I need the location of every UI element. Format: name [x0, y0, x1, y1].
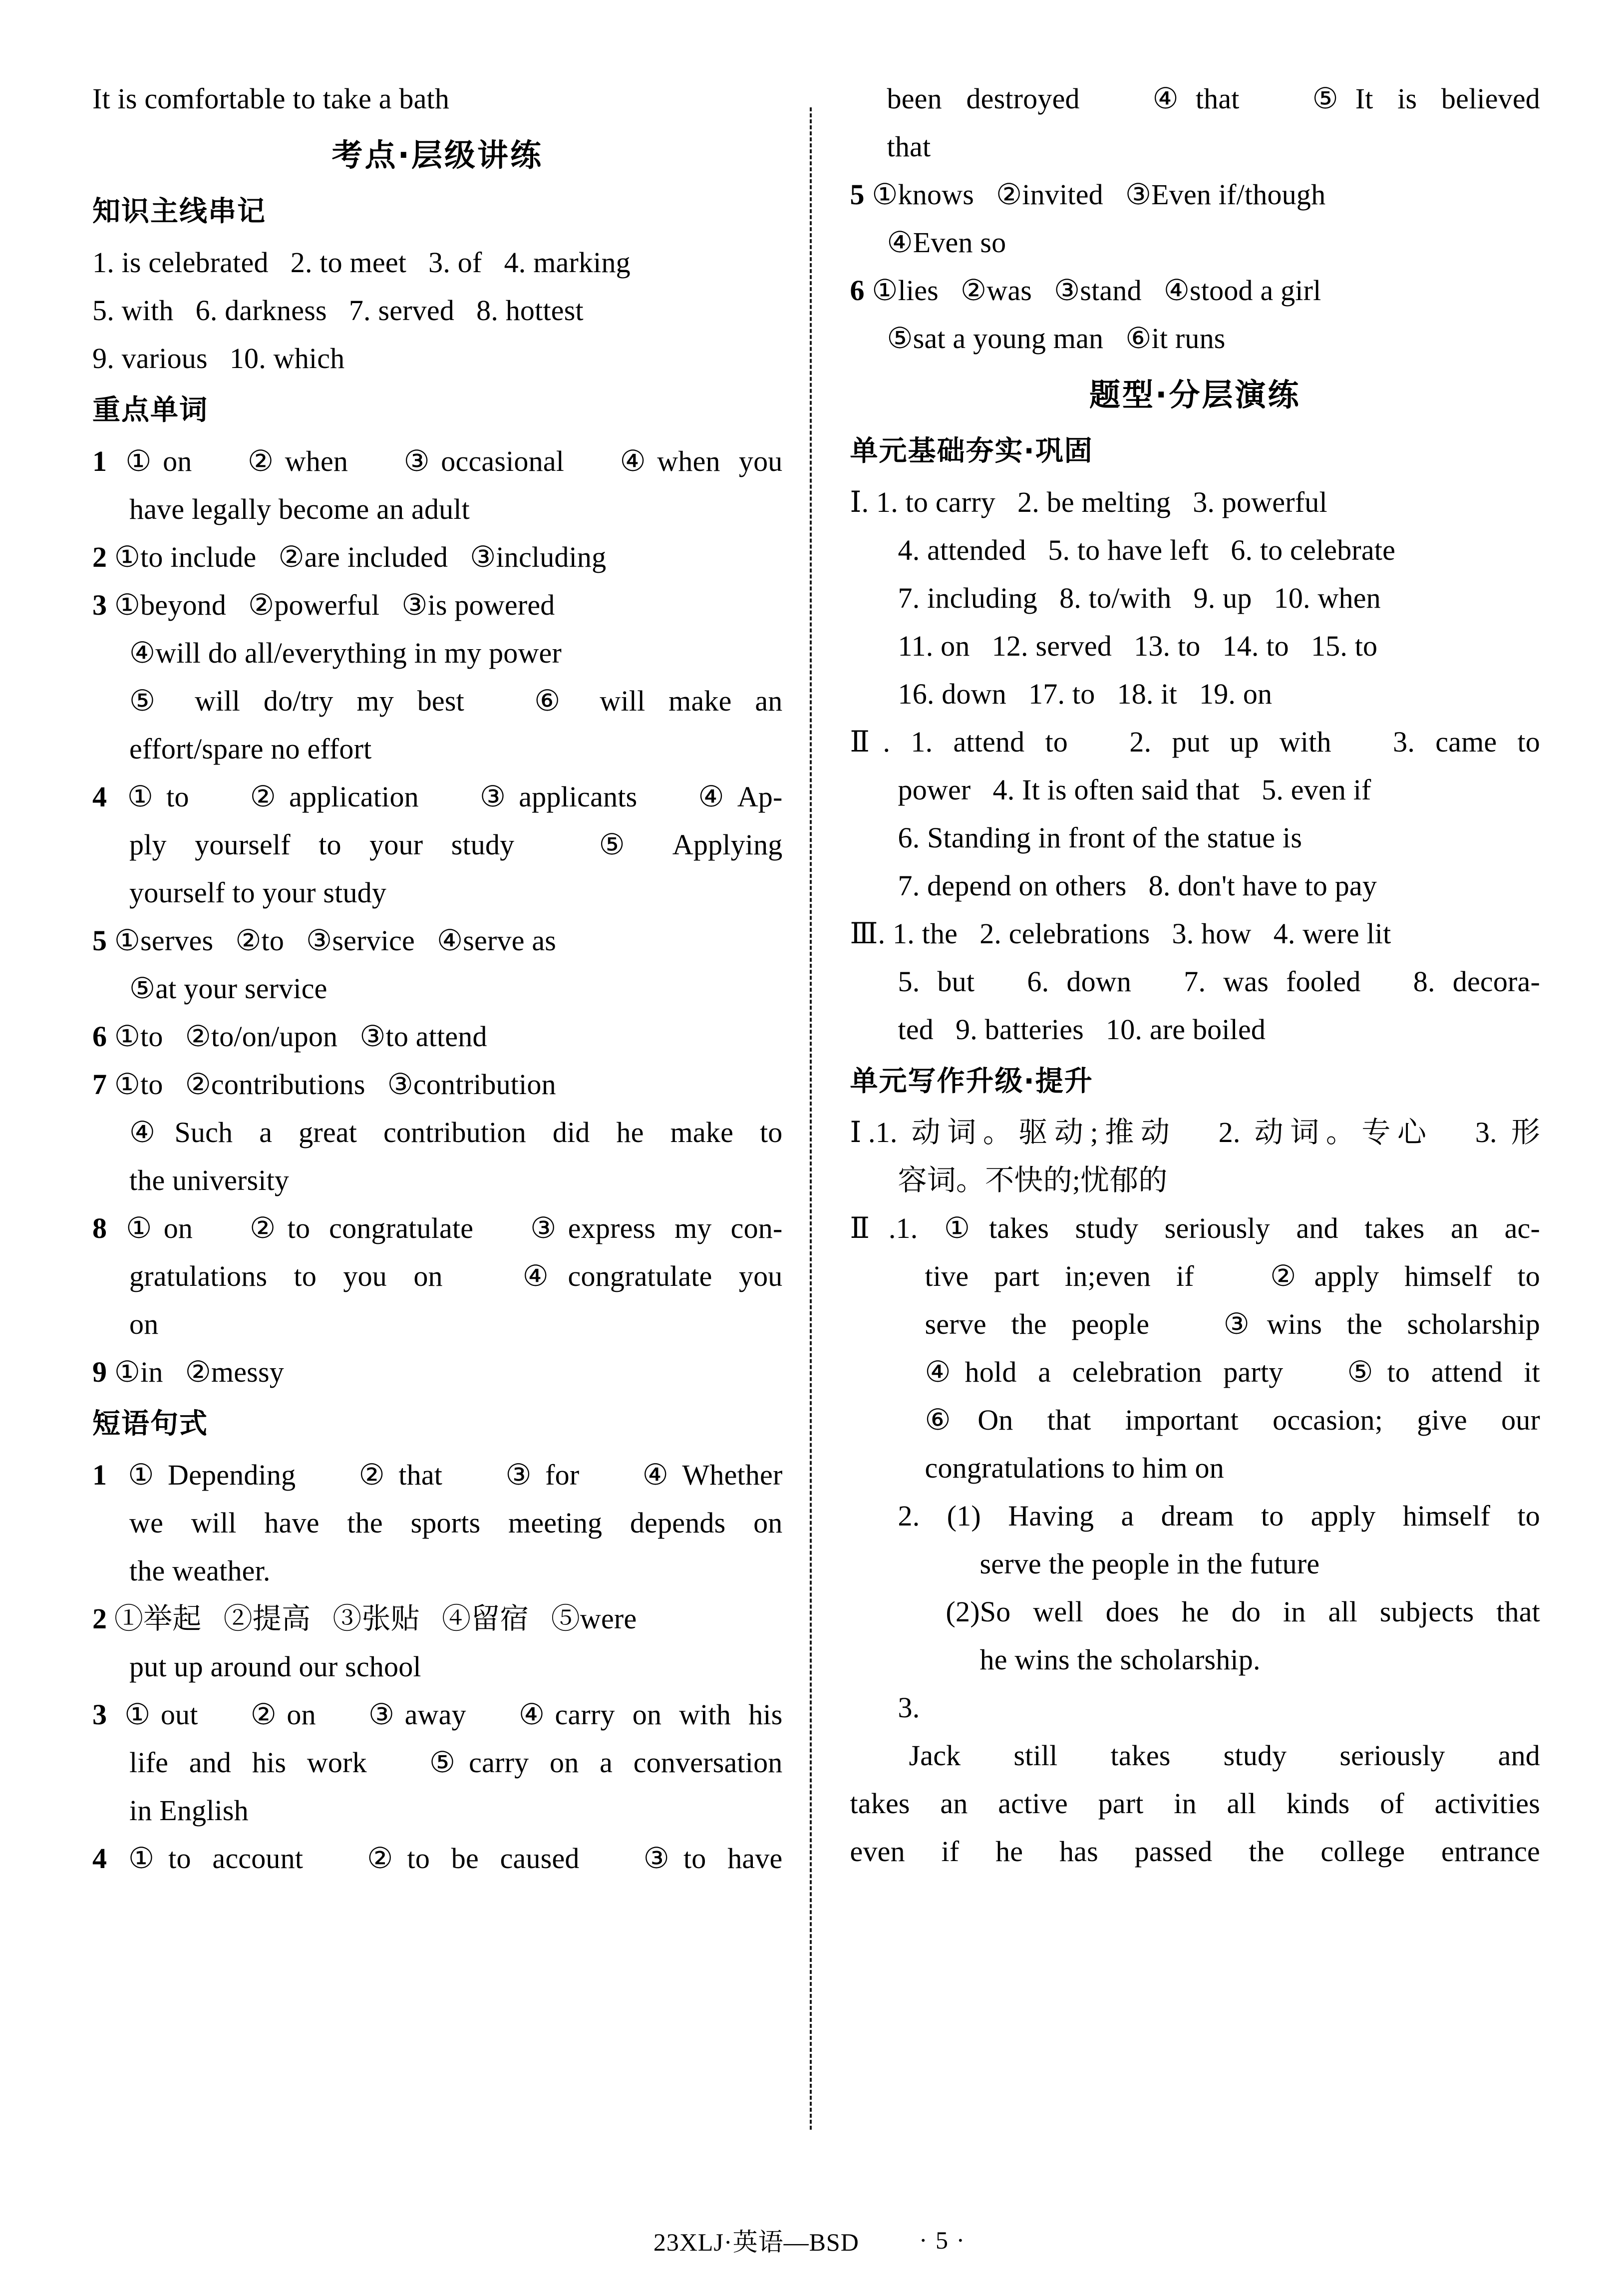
item-text: ①out ②on ③away ④carry on with his	[124, 1698, 783, 1731]
answer-item-cont: ⑤sat a young man ⑥it runs	[887, 322, 1226, 355]
answer-line: 1. is celebrated 2. to meet 3. of 4. marking	[92, 246, 631, 279]
section-heading-tixing: 题型·分层演练	[1089, 377, 1301, 413]
answer-item-cont: ④Even so	[887, 226, 1006, 259]
answer-group-cont: 11. on 12. served 13. to 14. to 15. to	[898, 630, 1378, 662]
answer-group-cont: congratulations to him on	[925, 1452, 1224, 1484]
subsection-heading-xiezuo: 单元写作升级·提升	[850, 1065, 1093, 1098]
item-number: 5	[92, 924, 107, 957]
item-number: 8	[92, 1212, 107, 1244]
answer-item-cont: the university	[129, 1164, 290, 1196]
answer-group	[850, 1204, 1541, 1252]
answer-group	[850, 1109, 1541, 1156]
roman-numeral: Ⅰ.	[850, 486, 869, 518]
answer-item-cont: been destroyed ④that ⑤It is believed	[887, 82, 1540, 115]
answer-item-cont: ⑤ will do/try my best ⑥ will make an	[129, 685, 783, 717]
answer-item-cont: ④Such a great contribution did he make to	[129, 1116, 783, 1148]
answer-subitem-cont: takes an active part in all kinds of activities	[850, 1787, 1540, 1820]
answer-group-cont: 4. attended 5. to have left 6. to celebrate	[898, 534, 1396, 566]
subsection-heading-jichu: 单元基础夯实·巩固	[850, 435, 1093, 467]
section-heading-kaodian: 考点·层级讲练	[331, 137, 544, 173]
answer-item-cont: on	[129, 1308, 159, 1340]
answer-item-cont: ply yourself to your study ⑤ Applying	[129, 828, 783, 861]
item-number: 9	[92, 1356, 107, 1388]
item-text: ①lies ②was ③stand ④stood a girl	[872, 274, 1321, 307]
answer-group-cont: 7. including 8. to/with 9. up 10. when	[898, 582, 1381, 614]
item-text: ①Depending ②that ③for ④Whether	[128, 1459, 783, 1491]
two-column-layout	[92, 75, 1540, 2162]
answer-item-cont: put up around our school	[129, 1650, 421, 1683]
item-text: ①to account ②to be caused ③to have	[128, 1842, 783, 1875]
roman-numeral: Ⅱ.	[850, 726, 891, 758]
answer-group-cont: power 4. It is often said that 5. even if	[898, 773, 1371, 806]
answer-group	[850, 478, 1541, 526]
subsection-heading-zhishi: 知识主线串记	[92, 195, 266, 228]
footer-label: 23XLJ·英语—BSD	[653, 2228, 859, 2256]
answer-group	[850, 910, 1541, 958]
item-text: ①to include ②are included ③including	[114, 541, 607, 573]
item-number: 6	[92, 1020, 107, 1053]
answer-group-cont: tive part in;even if ②apply himself to	[925, 1260, 1540, 1292]
item-text: ①knows ②invited ③Even if/though	[872, 178, 1326, 211]
answer-item	[92, 581, 783, 629]
answer-subitem-cont: serve the people in the future	[979, 1547, 1320, 1580]
answer-item	[850, 171, 1541, 219]
answer-subitem-cont: Jack still takes study seriously and	[909, 1739, 1540, 1772]
item-text: ①on ②when ③occasional ④when you	[125, 445, 783, 477]
left-column	[92, 75, 798, 2162]
item-number: 2	[92, 541, 107, 573]
item-number: 6	[850, 274, 865, 307]
item-number: 5	[850, 178, 865, 211]
answer-item	[92, 1451, 783, 1499]
item-text: ①on ②to congratulate ③express my con-	[126, 1212, 783, 1244]
subitem-text: (1) Having a dream to apply himself to	[947, 1500, 1540, 1532]
roman-numeral: Ⅱ.	[850, 1212, 896, 1244]
answer-item	[92, 1691, 783, 1739]
item-number: 4	[92, 1842, 107, 1875]
answer-group	[850, 718, 1541, 766]
item-number: 1	[92, 1459, 107, 1491]
answer-subitem-cont: even if he has passed the college entrance	[850, 1835, 1540, 1868]
answer-item	[92, 917, 783, 965]
item-number: 3	[92, 1698, 107, 1731]
answer-group-cont: 5. but 6. down 7. was fooled 8. decora-	[898, 965, 1540, 998]
item-number: 7	[92, 1068, 107, 1101]
answer-item	[850, 267, 1541, 315]
item-text: ①in ②messy	[114, 1356, 284, 1388]
answer-item	[92, 1835, 783, 1883]
item-number: 3	[92, 589, 107, 621]
answer-item-cont: the weather.	[129, 1554, 271, 1587]
answer-line: 5. with 6. darkness 7. served 8. hottest	[92, 294, 584, 327]
item-text: ①举起 ②提高 ③张贴 ④留宿 ⑤were	[114, 1602, 637, 1635]
answer-item-cont: ⑤at your service	[129, 972, 327, 1005]
item-text: ①beyond ②powerful ③is powered	[114, 589, 555, 621]
group-text: 1. 动词。驱动;推动 2. 动词。专心 3. 形	[875, 1116, 1541, 1148]
item-text: ①to ②application ③applicants ④Ap-	[127, 780, 783, 813]
answer-item	[92, 1204, 783, 1252]
answer-group-cont: 容词。不快的;忧郁的	[898, 1164, 1168, 1196]
answer-subitem: 3.	[898, 1691, 920, 1724]
subsection-heading-zhongdian: 重点单词	[92, 394, 208, 426]
carryover-line: It is comfortable to take a bath	[92, 82, 450, 115]
item-number: 2	[92, 1602, 107, 1635]
item-number: 4	[92, 780, 107, 813]
item-text: ①to ②to/on/upon ③to attend	[114, 1020, 487, 1053]
answer-line: 9. various 10. which	[92, 342, 345, 375]
page-footer	[0, 2220, 1619, 2260]
answer-group-cont: ted 9. batteries 10. are boiled	[898, 1013, 1266, 1046]
answer-item	[92, 1061, 783, 1109]
answer-group-cont: ④hold a celebration party ⑤to attend it	[925, 1356, 1540, 1388]
answer-group-cont: 7. depend on others 8. don't have to pay	[898, 869, 1377, 902]
answer-item-cont: that	[887, 130, 931, 163]
answer-item-cont: have legally become an adult	[129, 493, 470, 525]
answer-group-cont: 16. down 17. to 18. it 19. on	[898, 678, 1273, 710]
answer-item	[92, 437, 783, 485]
roman-numeral: Ⅲ.	[850, 917, 886, 950]
answer-item-cont: in English	[129, 1794, 249, 1827]
subitem-label: 2.	[898, 1500, 920, 1532]
answer-item-cont: gratulations to you on ④congratulate you	[129, 1260, 783, 1292]
answer-item-cont: yourself to your study	[129, 876, 387, 909]
page-number: · 5 ·	[919, 2226, 966, 2254]
answer-item	[92, 1595, 783, 1643]
right-column	[850, 75, 1541, 2162]
answer-item-cont: we will have the sports meeting depends on	[129, 1507, 783, 1539]
subsection-heading-duanyu: 短语句式	[92, 1408, 208, 1440]
answer-item-cont: life and his work ⑤carry on a conversation	[129, 1746, 783, 1779]
group-text: 1. attend to 2. put up with 3. came to	[911, 726, 1540, 758]
answer-item	[92, 533, 783, 581]
answer-item	[92, 1013, 783, 1061]
answer-group-cont: 6. Standing in front of the statue is	[898, 821, 1302, 854]
item-number: 1	[92, 445, 107, 477]
answer-item-cont: ④will do all/everything in my power	[129, 637, 562, 669]
answer-group-cont: serve the people ③wins the scholarship	[925, 1308, 1540, 1340]
answer-group-cont: ⑥On that important occasion; give our	[925, 1404, 1540, 1436]
group-text: 1. ①takes study seriously and takes an ac-	[896, 1212, 1540, 1244]
group-text: 1. to carry 2. be melting 3. powerful	[876, 486, 1327, 518]
answer-item	[92, 773, 783, 821]
answer-subitem-cont: (2)So well does he do in all subjects that	[946, 1595, 1540, 1628]
group-text: 1. the 2. celebrations 3. how 4. were lit	[893, 917, 1391, 950]
answer-subitem	[850, 1492, 1541, 1540]
answer-subitem-cont: he wins the scholarship.	[979, 1643, 1261, 1676]
answer-item	[92, 1348, 783, 1396]
answer-item-cont: effort/spare no effort	[129, 733, 372, 765]
item-text: ①serves ②to ③service ④serve as	[114, 924, 557, 957]
item-text: ①to ②contributions ③contribution	[114, 1068, 556, 1101]
roman-numeral: Ⅰ.	[850, 1116, 876, 1148]
